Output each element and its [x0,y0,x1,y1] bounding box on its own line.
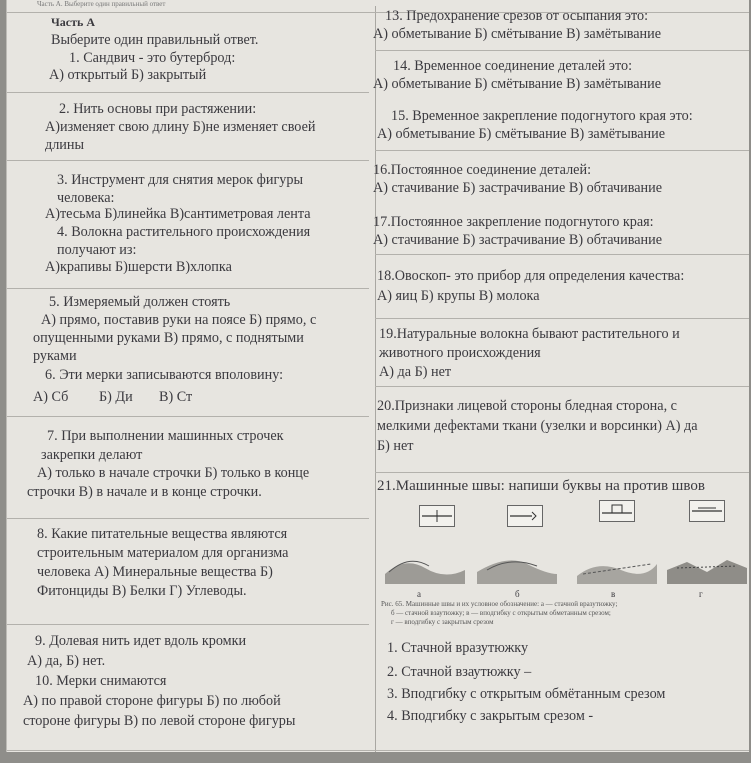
seam-symbol-c-icon [599,500,635,522]
top-cut-header: Часть А. Выберите один правильный ответ [37,0,166,8]
q3-text-line: человека: [57,190,115,206]
figure-caption-line: г — вподгибку с закрытым срезом [391,618,494,626]
q20-text: 20.Признаки лицевой стороны бледная сторона, с [377,398,677,414]
q13-text: 13. Предохранение срезов от осыпания это: [385,8,649,24]
q10-answers-line: А) по правой стороне фигуры Б) по любой [23,693,281,709]
q20-answers: Б) нет [377,438,414,454]
q5-answers-line: опущенными руками В) прямо, с поднятыми [33,330,304,346]
figure-letter-b: б [515,589,520,599]
seam-symbol-d-icon [689,500,725,522]
figure-letter-a: а [417,589,421,599]
part-title: Часть А [51,15,96,29]
q1-answers: А) открытый Б) закрытый [49,67,207,83]
seam-symbol-b-icon [507,505,543,527]
figure-caption-line: Рис. 65. Машинные швы и их условное обозначение: а — стачной вразутюжку; [381,600,618,608]
seam-list-item: 1. Стачной вразутюжку [387,640,529,656]
q3-text: 3. Инструмент для снятия мерок фигуры [57,172,304,188]
row-line [375,150,749,151]
q14-text: 14. Временное соединение деталей это: [393,58,633,74]
q6-answer-a: А) Сб [33,389,69,405]
q8-text: 8. Какие питательные вещества являются [37,526,288,542]
q6-answer-c: В) Ст [159,389,193,405]
q7-answers-line: строчки В) в начале и в конце строчки. [27,484,262,500]
q2-text: 2. Нить основы при растяжении: [59,101,257,117]
row-line [7,92,369,93]
row-line [375,50,749,51]
q19-text-line: животного происхождения [379,345,541,361]
table-bottom-line [7,750,749,751]
seam-symbol-a-icon [419,505,455,527]
seam-illustration-d [667,550,747,584]
q4-text-line: получают из: [57,242,137,258]
row-line [7,624,369,625]
row-line [375,318,749,319]
q15-text: 15. Временное закрепление подогнутого края это: [391,108,693,124]
q19-text: 19.Натуральные волокна бывают растительного и [379,326,680,342]
q9-text: 9. Долевая нить идет вдоль кромки [35,633,247,649]
q7-answers-line: А) только в начале строчки Б) только в конце [37,465,310,481]
q7-text: 7. При выполнении машинных строчек [47,428,284,444]
q6-text: 6. Эти мерки записываются вполовину: [45,367,284,383]
q9-answers: А) да, Б) нет. [27,653,106,669]
q21-text: 21.Машинные швы: напиши буквы на против швов [377,478,705,494]
q3-answers: А)тесьма Б)линейка В)сантиметровая лента [45,206,311,222]
seam-illustration-c [577,550,657,584]
row-line [375,472,749,473]
figure-caption-line: б — стачной взаутюжку; в — вподгибку с открытым обметанным срезом; [391,609,611,617]
q2-answers-line: длины [45,137,85,153]
figure-letter-c: в [611,589,616,599]
q4-answers: А)крапивы Б)шерсти В)хлопка [45,259,232,275]
q18-text: 18.Овоскоп- это прибор для определения качества: [377,268,685,284]
q10-text: 10. Мерки снимаются [35,673,167,689]
q8-text-line: строительным материалом для организма [37,545,289,561]
q10-answers-line: стороне фигуры В) по левой стороне фигуры [23,713,296,729]
q5-answers-line: руками [33,348,77,364]
q16-text: 16.Постоянное соединение деталей: [373,162,592,178]
row-line [7,518,369,519]
q5-answers-line: А) прямо, поставив руки на поясе Б) прямо, с [41,312,317,328]
q15-answers: А) обметывание Б) смётывание В) замётывание [377,126,666,142]
seam-list-item: 2. Стачной взаутюжку – [387,664,532,680]
instruction: Выберите один правильный ответ. [51,32,259,48]
column-divider [375,6,376,752]
seam-illustration-b [477,550,557,584]
row-line [7,288,369,289]
seam-list-item: 4. Вподгибку с закрытым срезом - [387,708,594,724]
q1-text: 1. Сандвич - это бутерброд: [69,50,236,66]
q17-text: 17.Постоянное закрепление подогнутого края: [373,214,654,230]
q13-answers: А) обметывание Б) смётывание В) замётывание [373,26,662,42]
row-line [7,416,369,417]
seam-list-item: 3. Вподгибку с открытым обмётанным срезом [387,686,666,702]
q7-text-line: закрепки делают [41,447,143,463]
q18-answers: А) яиц Б) крупы В) молока [377,288,540,304]
row-line [7,160,369,161]
figure-letter-d: г [699,589,703,599]
q8-answers-line: человека А) Минеральные вещества Б) [37,564,273,580]
q4-text: 4. Волокна растительного происхождения [57,224,311,240]
seam-illustration-a [385,550,465,584]
row-line [375,386,749,387]
row-line [375,254,749,255]
q2-answers-line: А)изменяет свою длину Б)не изменяет своей [45,119,316,135]
worksheet-page [6,0,749,752]
q14-answers: А) обметывание Б) смётывание В) замётывание [373,76,662,92]
q16-answers: А) стачивание Б) застрачивание В) обтачивание [373,180,663,196]
q20-text-line: мелкими дефектами ткани (узелки и ворсинки) А) да [377,418,698,434]
q6-answer-b: Б) Ди [99,389,133,405]
q5-text: 5. Измеряемый должен стоять [49,294,231,310]
q8-answers-line: Фитонциды В) Белки Г) Углеводы. [37,583,247,599]
q17-answers: А) стачивание Б) застрачивание В) обтачивание [373,232,663,248]
q19-answers: А) да Б) нет [379,364,452,380]
